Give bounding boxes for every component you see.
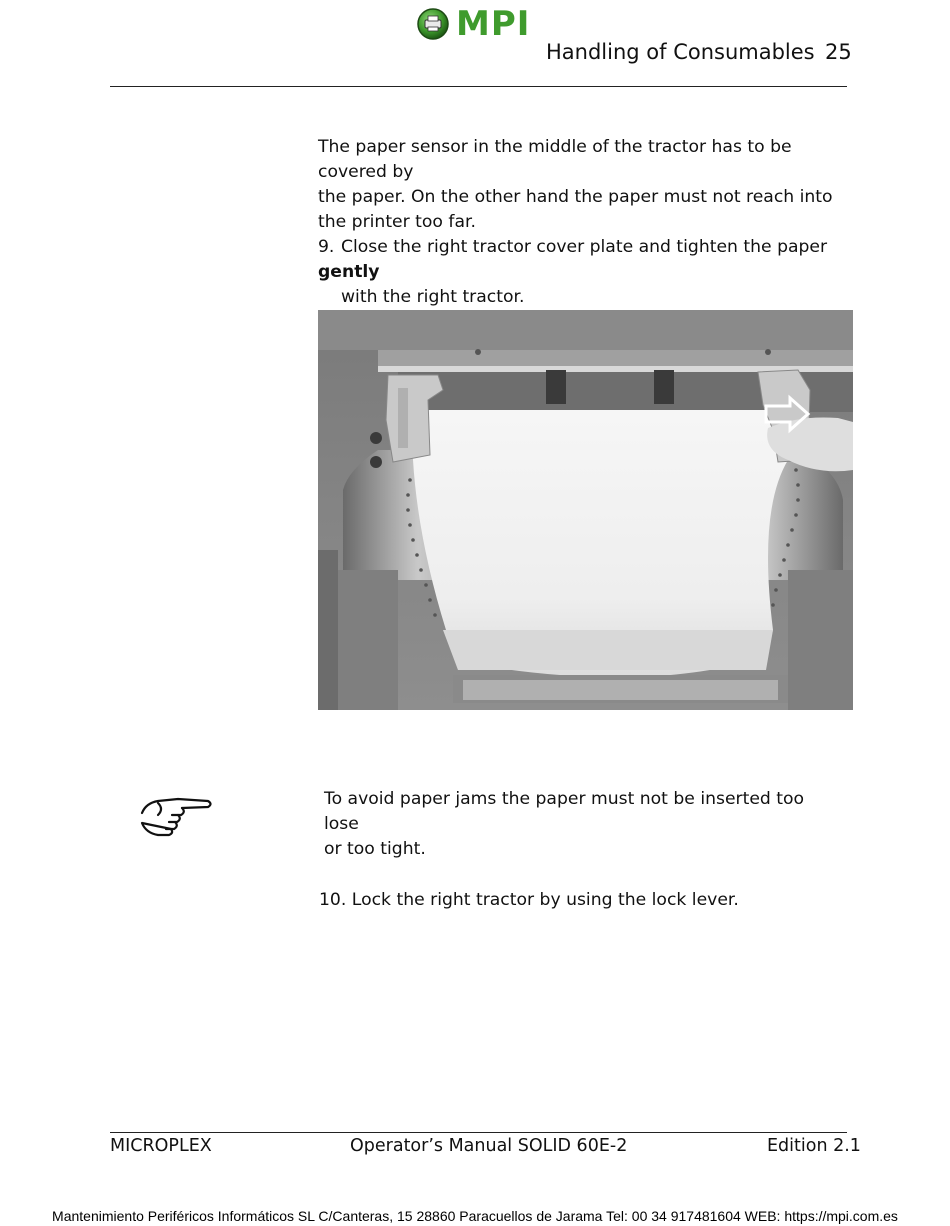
note-line: or too tight.: [324, 839, 426, 859]
header-divider: [110, 86, 847, 87]
sensor-paragraph: [318, 135, 863, 235]
footer-company: MICROPLEX: [110, 1136, 212, 1156]
paragraph-line: the paper. On the other hand the paper must not reach into: [318, 187, 833, 207]
step-text: Close the right tractor cover plate and tighten the paper: [341, 237, 828, 257]
pointing-hand-icon: [138, 793, 216, 837]
note-text: [324, 787, 844, 862]
printer-logo-icon: [416, 6, 452, 42]
paragraph-line: The paper sensor in the middle of the tractor has to be covered by: [318, 137, 792, 182]
step-9-line-1: [318, 235, 863, 285]
contact-stamp: Mantenimiento Periféricos Informáticos SL C/Canteras, 15 28860 Paracuellos de Jarama Tel: 00 34 917481604 WEB: https://mpi.com.es: [52, 1208, 898, 1224]
step-emphasis: gently: [318, 262, 380, 282]
section-title: Handling of Consumables: [546, 40, 815, 64]
step-number: 9.: [318, 237, 335, 257]
footer-manual-title: Operator’s Manual SOLID 60E-2: [350, 1136, 628, 1156]
logo-text: MPI: [456, 4, 531, 44]
step-9-line-2: with the right tractor.: [341, 287, 525, 307]
page-number: 25: [825, 40, 852, 64]
mpi-logo: [416, 6, 540, 42]
step-10: 10. Lock the right tractor by using the lock lever.: [319, 890, 739, 910]
note-line: To avoid paper jams the paper must not be inserted too lose: [324, 789, 805, 834]
step-9: [318, 235, 863, 310]
paragraph-line: the printer too far.: [318, 212, 476, 232]
tractor-photo: [318, 310, 853, 710]
footer-edition: Edition 2.1: [767, 1136, 861, 1156]
footer-divider: [110, 1132, 847, 1133]
